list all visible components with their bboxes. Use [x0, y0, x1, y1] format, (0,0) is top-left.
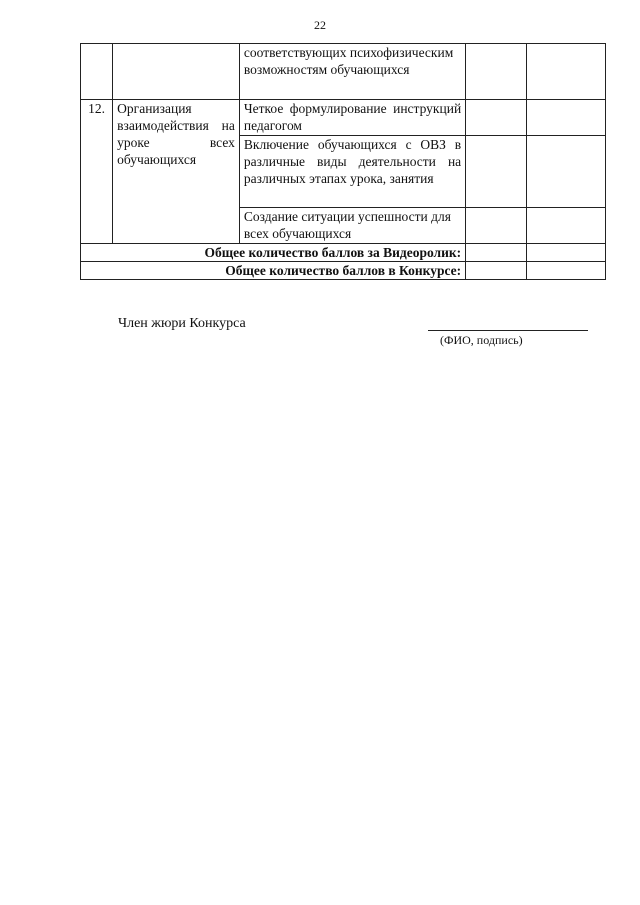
table-row-12 [81, 100, 606, 136]
indicator-cell: соответствующих психофизическим возможностям обучающихся [239, 44, 465, 100]
total-video-label: Общее количество баллов за Видеоролик: [81, 244, 466, 262]
score-cell [526, 136, 605, 208]
jury-member-label: Член жюри Конкурса [118, 316, 246, 331]
signature-caption: (ФИО, подпись) [440, 333, 523, 347]
signature-line [428, 330, 588, 331]
indicator-cell: Создание ситуации успешности для всех обучающихся [239, 208, 465, 244]
table-row-continued [81, 44, 606, 100]
criterion-cell [113, 44, 240, 100]
row-number: 12. [81, 100, 113, 244]
score-cell [526, 208, 605, 244]
criterion-cell: Организация взаимодействия на уроке всех обучающихся [113, 100, 240, 244]
total-contest-score [466, 262, 526, 280]
total-video-score [526, 244, 605, 262]
indicator-cell: Четкое формулирование инструкций педагогом [239, 100, 465, 136]
indicator-cell: Включение обучающихся с ОВЗ в различные виды деятельности на различных этапах урока, занятия [239, 136, 465, 208]
score-cell [526, 100, 605, 136]
number-cell [81, 44, 113, 100]
score-cell [466, 100, 526, 136]
scoring-table [80, 43, 606, 280]
page-number: 22 [314, 18, 326, 32]
total-video-score [466, 244, 526, 262]
score-cell [466, 44, 526, 100]
score-cell [466, 208, 526, 244]
total-contest-label: Общее количество баллов в Конкурсе: [81, 262, 466, 280]
total-row-video [81, 244, 606, 262]
total-contest-score [526, 262, 605, 280]
score-cell [466, 136, 526, 208]
total-row-contest [81, 262, 606, 280]
score-cell [526, 44, 605, 100]
